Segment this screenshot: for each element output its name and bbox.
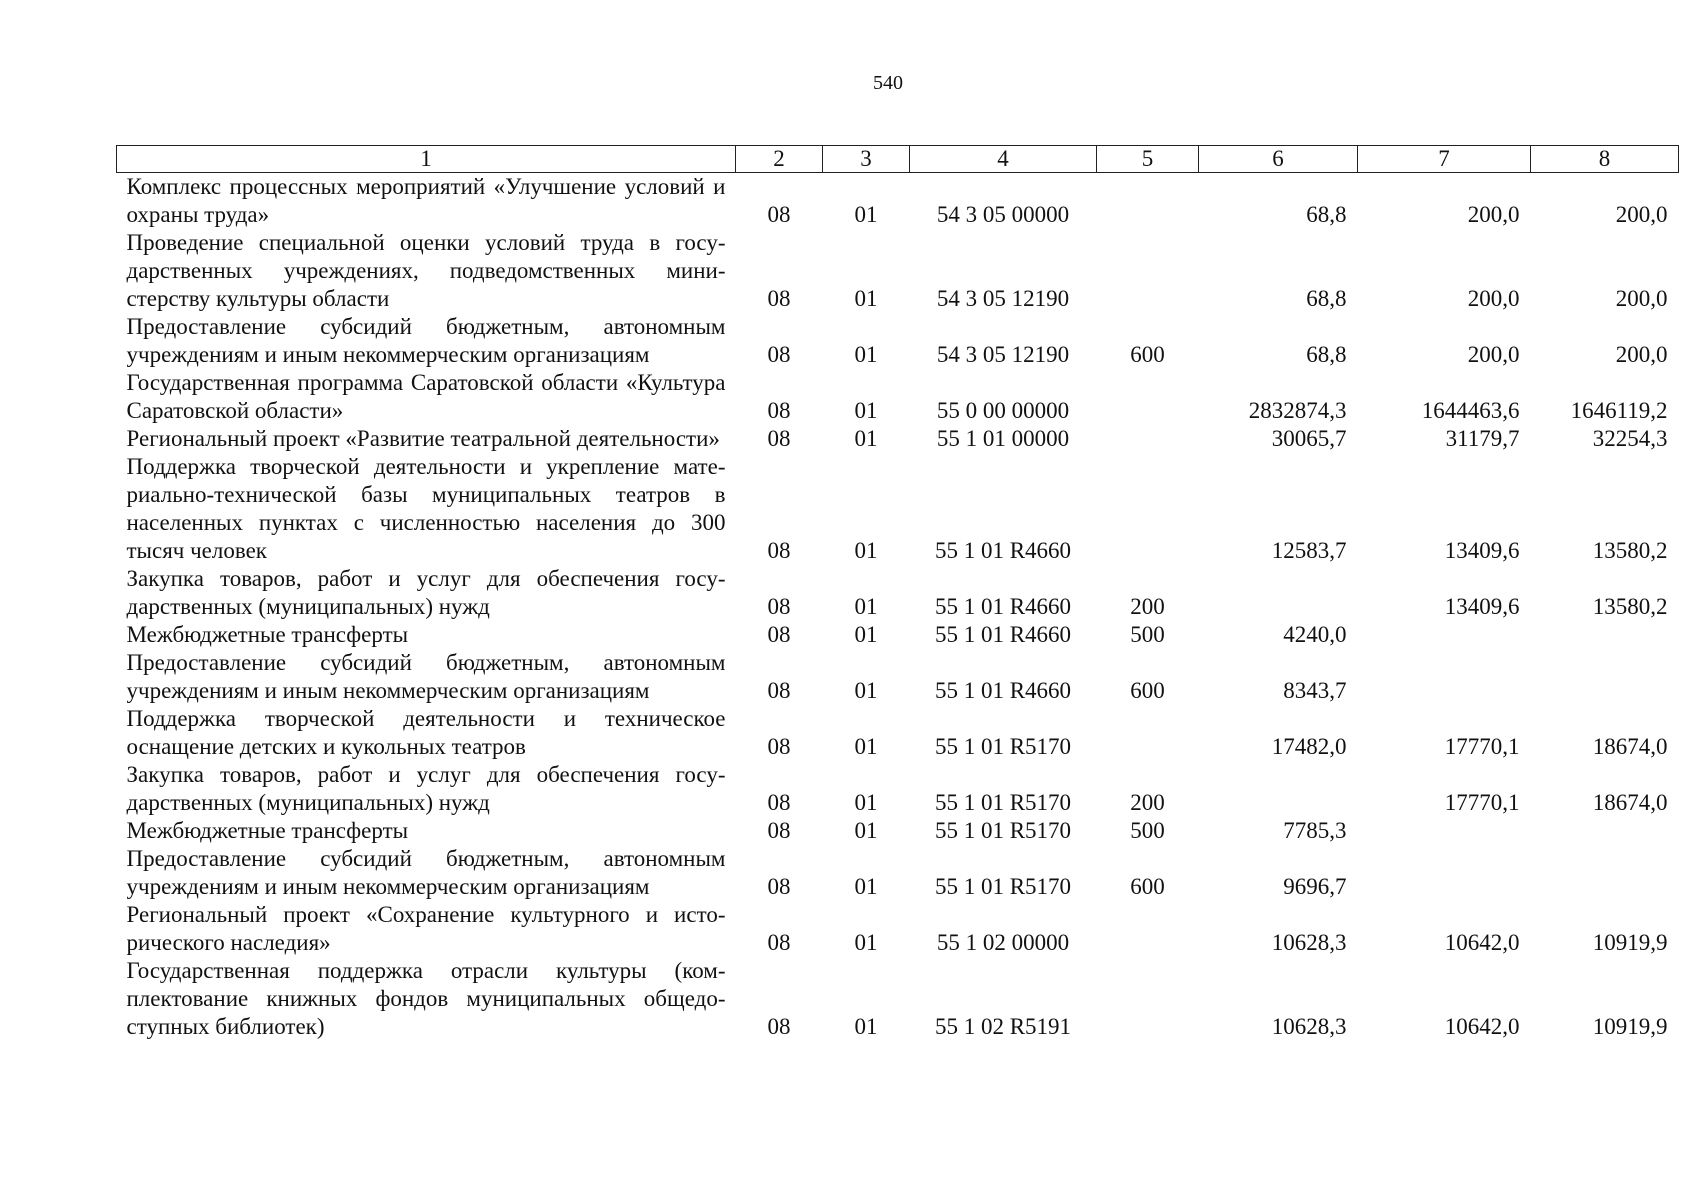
row-name: Межбюджетные трансферты	[126, 622, 409, 647]
row-target-article: 54 3 05 00000	[936, 202, 1070, 227]
row-amount-col7: 200,0	[1467, 202, 1520, 227]
table-row	[117, 313, 1679, 369]
row-target-article: 55 1 01 R4660	[934, 538, 1072, 563]
row-section: 08	[767, 538, 791, 563]
table-row	[117, 621, 1679, 649]
row-amount-col7	[1358, 845, 1531, 901]
row-amount-col7: 31179,7	[1445, 426, 1520, 451]
row-subsection: 01	[854, 818, 878, 843]
row-target-article: 55 1 02 00000	[936, 930, 1070, 955]
row-section: 08	[767, 622, 791, 647]
table-row	[117, 369, 1679, 425]
table-row	[117, 817, 1679, 845]
row-section: 08	[767, 678, 791, 703]
row-amount-col6	[1199, 761, 1358, 817]
row-subsection: 01	[854, 538, 878, 563]
row-section: 08	[767, 1014, 791, 1039]
row-name: Региональный проект «Сохранение культурного и исторического наследия»	[126, 902, 726, 955]
row-amount-col6: 2832874,3	[1248, 398, 1347, 423]
row-name: Комплекс процессных мероприятий «Улучшение условий и охраны труда»	[126, 174, 726, 227]
row-name: Закупка товаров, работ и услуг для обеспечения государственных (муниципальных) нужд	[126, 762, 726, 815]
table-row	[117, 565, 1679, 621]
page-number: 540	[873, 72, 903, 94]
row-expense-type: 200	[1130, 790, 1165, 815]
budget-table	[116, 145, 1679, 1041]
row-subsection: 01	[854, 286, 878, 311]
row-target-article: 55 1 01 R5170	[934, 734, 1072, 759]
row-section: 08	[767, 286, 791, 311]
row-subsection: 01	[854, 678, 878, 703]
row-amount-col7	[1358, 649, 1531, 705]
row-amount-col6: 12583,7	[1271, 538, 1347, 563]
row-amount-col7: 10642,0	[1444, 1014, 1520, 1039]
table-row	[117, 229, 1679, 313]
row-expense-type	[1097, 901, 1199, 957]
row-expense-type	[1097, 705, 1199, 761]
table-header	[117, 146, 1679, 173]
row-expense-type: 600	[1130, 678, 1165, 703]
row-target-article: 55 1 01 R4660	[934, 622, 1072, 647]
row-subsection: 01	[854, 622, 878, 647]
row-subsection: 01	[854, 594, 878, 619]
column-header-8: 8	[1531, 146, 1679, 173]
column-header-1: 1	[117, 146, 736, 173]
table-row	[117, 901, 1679, 957]
row-target-article: 55 1 01 R4660	[934, 594, 1072, 619]
row-amount-col6	[1199, 565, 1358, 621]
row-amount-col6: 68,8	[1306, 342, 1347, 367]
row-expense-type: 600	[1130, 342, 1165, 367]
row-amount-col7: 13409,6	[1444, 538, 1520, 563]
table-row	[117, 705, 1679, 761]
row-expense-type	[1097, 369, 1199, 425]
row-amount-col6: 4240,0	[1283, 622, 1347, 647]
table-row	[117, 845, 1679, 901]
row-amount-col8: 10919,9	[1592, 1014, 1668, 1039]
column-header-5: 5	[1097, 146, 1199, 173]
row-amount-col6: 17482,0	[1271, 734, 1347, 759]
row-name: Поддержка творческой деятельности и укрепление материально-технической базы муниципальных театров в населенных пунктах с численностью населения до 300 тысяч человек	[126, 454, 726, 563]
row-amount-col7: 1644463,6	[1421, 398, 1520, 423]
row-subsection: 01	[854, 342, 878, 367]
row-section: 08	[767, 426, 791, 451]
row-section: 08	[767, 398, 791, 423]
row-subsection: 01	[854, 202, 878, 227]
row-subsection: 01	[854, 1014, 878, 1039]
table-row	[117, 173, 1679, 230]
column-header-2: 2	[736, 146, 823, 173]
row-target-article: 54 3 05 12190	[936, 286, 1070, 311]
row-expense-type	[1097, 453, 1199, 565]
row-name: Межбюджетные трансферты	[126, 818, 409, 843]
row-amount-col7	[1358, 621, 1531, 649]
row-amount-col6: 9696,7	[1283, 874, 1347, 899]
table-body	[117, 173, 1679, 1042]
row-amount-col7: 200,0	[1467, 286, 1520, 311]
row-amount-col6: 8343,7	[1283, 678, 1347, 703]
row-name: Предоставление субсидий бюджетным, автономным учреждениям и иным некоммерческим организациям	[126, 846, 726, 899]
row-amount-col7: 13409,6	[1444, 594, 1520, 619]
row-amount-col8	[1531, 845, 1679, 901]
row-name: Государственная программа Саратовской области «Культура Саратовской области»	[126, 370, 726, 423]
row-expense-type: 600	[1130, 874, 1165, 899]
row-section: 08	[767, 818, 791, 843]
row-section: 08	[767, 874, 791, 899]
row-target-article: 54 3 05 12190	[936, 342, 1070, 367]
row-amount-col8: 1646119,2	[1570, 398, 1668, 423]
row-amount-col7	[1358, 817, 1531, 845]
table-row	[117, 649, 1679, 705]
column-header-6: 6	[1199, 146, 1358, 173]
row-amount-col8: 200,0	[1615, 342, 1668, 367]
row-amount-col8: 32254,3	[1592, 426, 1668, 451]
header-row	[117, 146, 1679, 173]
row-amount-col7: 200,0	[1467, 342, 1520, 367]
row-expense-type	[1097, 229, 1199, 313]
row-amount-col6: 7785,3	[1283, 818, 1347, 843]
row-expense-type: 500	[1130, 622, 1165, 647]
row-amount-col7: 17770,1	[1444, 734, 1520, 759]
row-expense-type: 200	[1130, 594, 1165, 619]
row-amount-col8	[1531, 817, 1679, 845]
row-target-article: 55 1 01 00000	[936, 426, 1070, 451]
row-amount-col8	[1531, 621, 1679, 649]
row-expense-type	[1097, 957, 1199, 1041]
row-amount-col7: 10642,0	[1444, 930, 1520, 955]
row-amount-col8: 10919,9	[1592, 930, 1668, 955]
row-section: 08	[767, 930, 791, 955]
row-amount-col8: 200,0	[1615, 202, 1668, 227]
row-amount-col6: 68,8	[1306, 202, 1347, 227]
table-row	[117, 453, 1679, 565]
row-amount-col8: 200,0	[1615, 286, 1668, 311]
table-row	[117, 761, 1679, 817]
row-name: Предоставление субсидий бюджетным, автономным учреждениям и иным некоммерческим организациям	[126, 314, 726, 367]
row-expense-type	[1097, 173, 1199, 230]
row-amount-col8: 18674,0	[1592, 790, 1668, 815]
row-expense-type	[1097, 425, 1199, 453]
row-target-article: 55 1 01 R5170	[934, 790, 1072, 815]
row-subsection: 01	[854, 398, 878, 423]
row-section: 08	[767, 594, 791, 619]
row-name: Региональный проект «Развитие театральной деятельности»	[126, 426, 720, 451]
row-amount-col7: 17770,1	[1444, 790, 1520, 815]
row-subsection: 01	[854, 734, 878, 759]
row-section: 08	[767, 342, 791, 367]
row-amount-col6: 30065,7	[1271, 426, 1347, 451]
row-amount-col8: 13580,2	[1592, 538, 1668, 563]
row-amount-col8: 18674,0	[1592, 734, 1668, 759]
row-amount-col8	[1531, 649, 1679, 705]
column-header-4: 4	[910, 146, 1097, 173]
row-name: Поддержка творческой деятельности и техническое оснащение детских и кукольных театров	[126, 706, 726, 759]
row-expense-type: 500	[1130, 818, 1165, 843]
row-subsection: 01	[854, 426, 878, 451]
table-row	[117, 425, 1679, 453]
row-amount-col6: 10628,3	[1271, 930, 1347, 955]
row-target-article: 55 0 00 00000	[936, 398, 1070, 423]
table-row	[117, 957, 1679, 1041]
row-target-article: 55 1 01 R5170	[934, 874, 1072, 899]
row-target-article: 55 1 01 R5170	[934, 818, 1072, 843]
row-target-article: 55 1 02 R5191	[934, 1014, 1072, 1039]
column-header-7: 7	[1358, 146, 1531, 173]
row-target-article: 55 1 01 R4660	[934, 678, 1072, 703]
row-name: Государственная поддержка отрасли культуры (комплектование книжных фондов муниципальных общедоступных библиотек)	[126, 958, 726, 1039]
row-subsection: 01	[854, 790, 878, 815]
column-header-3: 3	[823, 146, 910, 173]
row-section: 08	[767, 202, 791, 227]
row-name: Проведение специальной оценки условий труда в государственных учреждениях, подведомственных министерству культуры области	[126, 230, 726, 311]
row-name: Закупка товаров, работ и услуг для обеспечения государственных (муниципальных) нужд	[126, 566, 726, 619]
row-amount-col6: 10628,3	[1271, 1014, 1347, 1039]
row-section: 08	[767, 734, 791, 759]
row-subsection: 01	[854, 874, 878, 899]
row-subsection: 01	[854, 930, 878, 955]
row-amount-col6: 68,8	[1306, 286, 1347, 311]
row-name: Предоставление субсидий бюджетным, автономным учреждениям и иным некоммерческим организациям	[126, 650, 726, 703]
row-amount-col8: 13580,2	[1592, 594, 1668, 619]
row-section: 08	[767, 790, 791, 815]
